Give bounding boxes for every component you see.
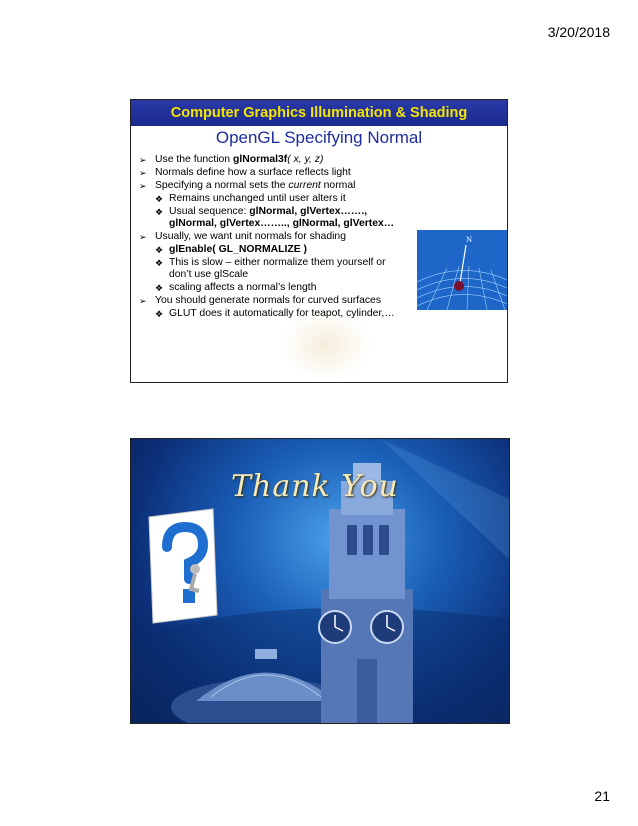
bullet-item: ➢ Use the function glNormal3f( x, y, z)	[139, 154, 507, 166]
thank-you-title: Thank You	[231, 469, 399, 504]
slide-header-title: Computer Graphics Illumination & Shading	[170, 105, 468, 121]
slide-opengl-normal	[130, 99, 508, 383]
sub-bullet-item: ❖ Usual sequence: glNormal, glVertex……., glNormal, glVertex…….., glNormal, glVertex…	[139, 206, 507, 230]
print-date: 3/20/2018	[547, 24, 610, 40]
slide-header-bar	[131, 100, 507, 126]
sub-bullet-item: ❖ glEnable( GL_NORMALIZE )	[139, 244, 507, 256]
question-mark-card	[149, 509, 217, 623]
bullet-item: ➢ You should generate normals for curved surfaces	[139, 295, 507, 307]
sub-bullet-item: ❖ This is slow – either normalize them yourself or don’t use glScale	[139, 257, 507, 281]
sub-bullet-item: ❖ scaling affects a normal’s length	[139, 282, 507, 294]
page-number: 21	[594, 788, 610, 804]
bullet-item: ➢ Specifying a normal sets the current normal	[139, 180, 507, 192]
slide-subtitle: OpenGL Specifying Normal	[215, 128, 423, 147]
slide-thank-you	[130, 438, 510, 724]
bullet-item: ➢ Normals define how a surface reflects light	[139, 167, 507, 179]
sub-bullet-item: ❖ Remains unchanged until user alters it	[139, 193, 507, 205]
normal-label: N	[466, 236, 473, 244]
background-watermark	[281, 310, 371, 380]
bullet-item: ➢ Usually, we want unit normals for shading	[139, 231, 507, 243]
surface-normal-figure	[417, 230, 507, 310]
sub-bullet-item: ❖ GLUT does it automatically for teapot, cylinder,…	[139, 308, 507, 320]
